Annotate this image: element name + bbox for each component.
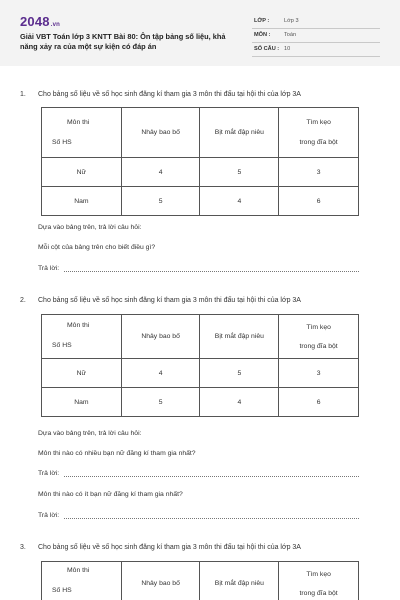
table-row <box>42 187 359 216</box>
question-intro: Dựa vào bảng trên, trả lời câu hỏi: <box>38 430 142 437</box>
site-logo[interactable]: 2048.vn <box>20 14 61 29</box>
table-cell: 6 <box>279 187 359 216</box>
data-table <box>41 561 359 600</box>
meta-label: LỚP : <box>254 18 270 24</box>
table-header-cell: Nhảy bao bố <box>121 108 200 158</box>
table-cell: 3 <box>279 359 359 388</box>
meta-value: Lớp 3 <box>284 18 299 24</box>
question-intro: Dựa vào bảng trên, trả lời câu hỏi: <box>38 224 142 231</box>
sub-question: Môn thi nào có ít bạn nữ đăng kí tham gia nhất? <box>38 491 183 498</box>
data-table <box>41 107 359 216</box>
answer-label: Trả lời: <box>38 470 60 477</box>
table-cell: 4 <box>200 388 279 417</box>
meta-subject-row <box>252 29 380 43</box>
table-header-cell: Bịt mắt đập niêu <box>200 562 279 600</box>
row-label: Nữ <box>42 359 122 388</box>
document-title: Giải VBT Toán lớp 3 KNTT Bài 80: Ôn tập bảng số liệu, khả năng xảy ra của một sự kiện có đáp án <box>20 32 226 51</box>
data-table <box>41 314 359 417</box>
question-number: 3. <box>20 544 26 551</box>
question-text: Cho bảng số liệu về số học sinh đăng kí tham gia 3 môn thi đấu tại hội thi của lớp 3A <box>38 91 301 98</box>
answer-label: Trả lời: <box>38 265 60 272</box>
table-cell: 6 <box>279 388 359 417</box>
question-number: 2. <box>20 297 26 304</box>
table-cell: 4 <box>121 158 200 187</box>
meta-class-row <box>252 15 380 29</box>
meta-label: SỐ CÂU : <box>254 46 280 52</box>
table-cell: 5 <box>200 158 279 187</box>
question-number: 1. <box>20 91 26 98</box>
sub-question: Mỗi cột của bảng trên cho biết điều gì? <box>38 244 156 251</box>
answer-line[interactable] <box>64 266 359 272</box>
row-label: Nam <box>42 187 122 216</box>
table-cell: 4 <box>121 359 200 388</box>
table-corner-cell: Môn thi Số HS <box>42 562 122 600</box>
table-row <box>42 388 359 417</box>
row-label: Nam <box>42 388 122 417</box>
answer-line[interactable] <box>64 471 359 477</box>
row-label: Nữ <box>42 158 122 187</box>
answer-label: Trả lời: <box>38 512 60 519</box>
table-cell: 5 <box>200 359 279 388</box>
sub-question: Môn thi nào có nhiều bạn nữ đăng kí tham gia nhất? <box>38 450 196 457</box>
question-text: Cho bảng số liệu về số học sinh đăng kí tham gia 3 môn thi đấu tại hội thi của lớp 3A <box>38 297 301 304</box>
table-cell: 5 <box>121 187 200 216</box>
table-corner-cell: Môn thi Số HS <box>42 108 122 158</box>
table-header-cell: Tìm kẹo trong đĩa bột <box>279 562 359 600</box>
table-cell: 5 <box>121 388 200 417</box>
table-header-cell: Nhảy bao bố <box>121 315 200 359</box>
table-header-cell: Tìm kẹo trong đĩa bột <box>279 108 359 158</box>
table-header-cell: Tìm kẹo trong đĩa bột <box>279 315 359 359</box>
table-cell: 3 <box>279 158 359 187</box>
table-header-cell: Nhảy bao bố <box>121 562 200 600</box>
table-corner-cell: Môn thi Số HS <box>42 315 122 359</box>
meta-label: MÔN : <box>254 32 271 38</box>
meta-count-row <box>252 43 380 57</box>
meta-value: 10 <box>284 46 291 52</box>
document-meta <box>252 15 380 57</box>
question-text: Cho bảng số liệu về số học sinh đăng kí tham gia 3 môn thi đấu tại hội thi của lớp 3A <box>38 544 301 551</box>
answer-line[interactable] <box>64 513 359 519</box>
table-header-cell: Bịt mắt đập niêu <box>200 108 279 158</box>
table-row <box>42 158 359 187</box>
meta-value: Toán <box>284 32 297 38</box>
table-header-cell: Bịt mắt đập niêu <box>200 315 279 359</box>
table-row <box>42 359 359 388</box>
page-header <box>0 0 400 66</box>
table-cell: 4 <box>200 187 279 216</box>
